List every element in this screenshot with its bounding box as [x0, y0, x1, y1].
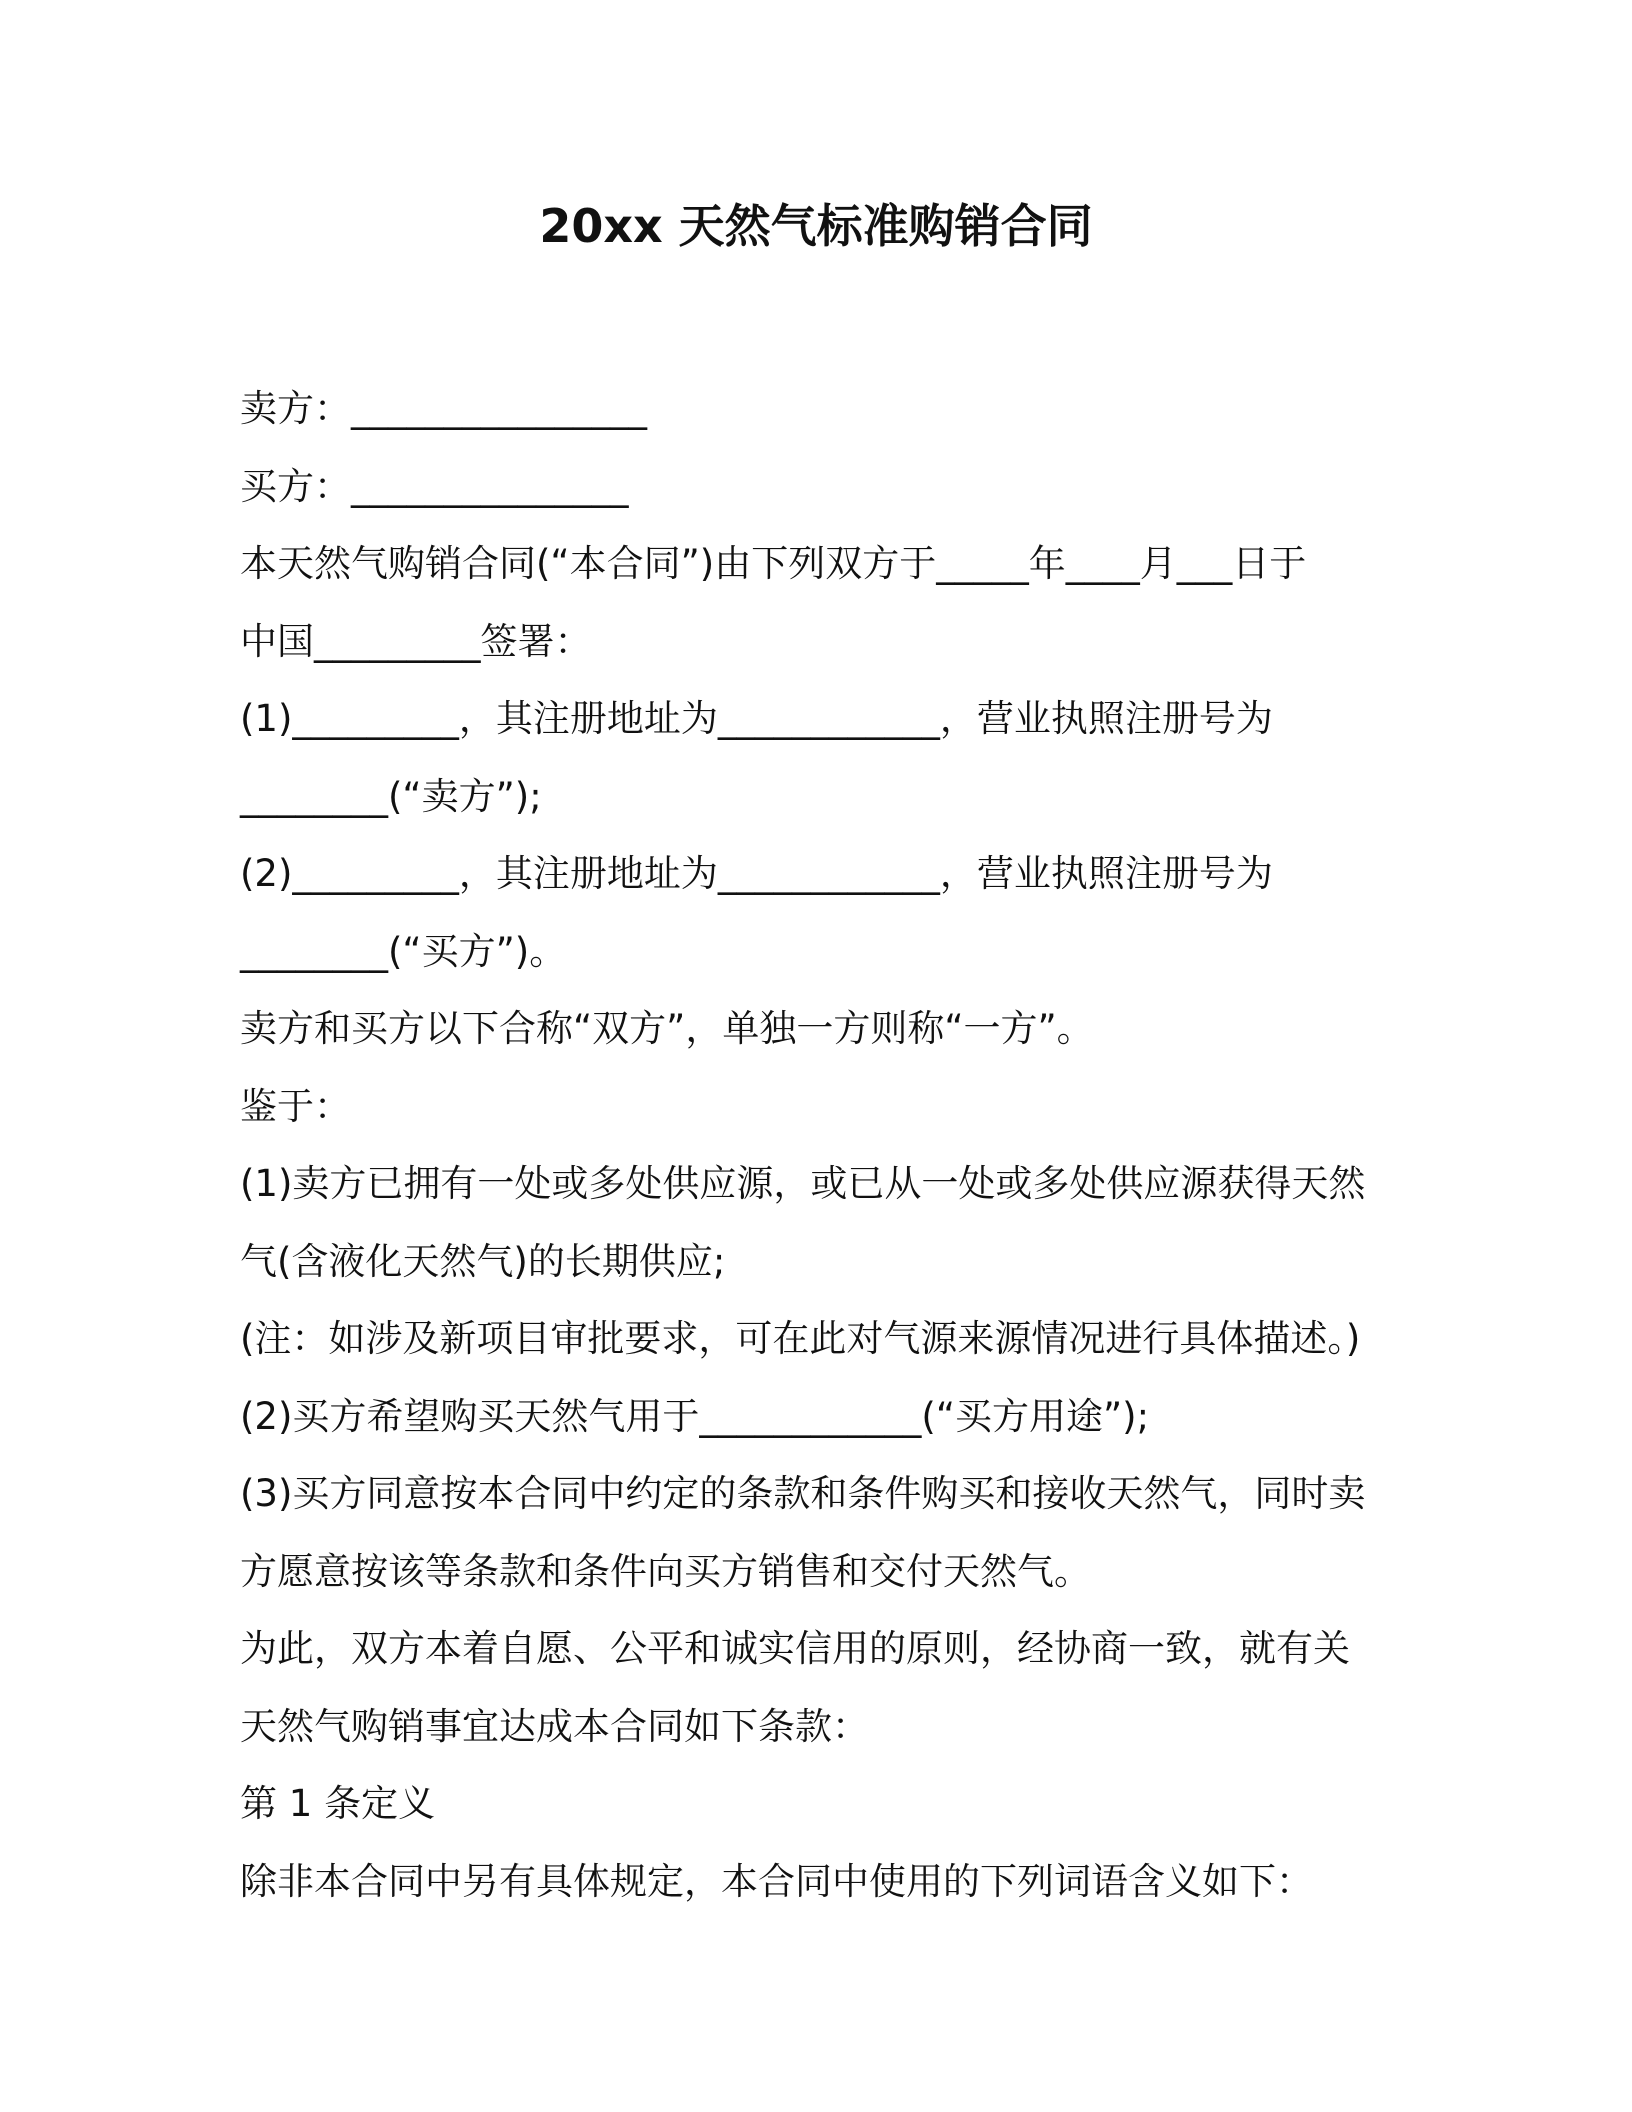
buyer-line: 买方：_______________	[240, 464, 629, 508]
whereas-2-line: (2)买方希望购买天然气用于____________(“买方用途”);	[240, 1394, 1150, 1438]
whereas-1-line-1: (1)卖方已拥有一处或多处供应源，或已从一处或多处供应源获得天然	[240, 1162, 1366, 1205]
party-2-line-2: ________(“买方”)。	[240, 929, 567, 973]
party-2-line-1: (2)_________，其注册地址为____________，营业执照注册号为	[240, 852, 1273, 895]
seller-line: 卖方：________________	[240, 387, 647, 430]
note-line: (注：如涉及新项目审批要求，可在此对气源来源情况进行具体描述。)	[240, 1317, 1361, 1360]
agreement-line-2: 天然气购销事宜达成本合同如下条款：	[240, 1704, 869, 1748]
document-title: 20xx 天然气标准购销合同	[539, 199, 1093, 253]
party-1-line-2: ________(“卖方”);	[240, 774, 542, 818]
article-1-heading: 第 1 条定义	[240, 1782, 436, 1825]
whereas-1-line-2: 气(含液化天然气)的长期供应;	[240, 1239, 726, 1283]
party-1-line-1: (1)_________，其注册地址为____________，营业执照注册号为	[240, 697, 1273, 740]
whereas-heading: 鉴于：	[240, 1084, 351, 1128]
parties-definition-line: 卖方和买方以下合称“双方”，单独一方则称“一方”。	[240, 1007, 1094, 1050]
whereas-3-line-1: (3)买方同意按本合同中约定的条款和条件购买和接收天然气，同时卖	[240, 1472, 1366, 1515]
whereas-3-line-2: 方愿意按该等条款和条件向买方销售和交付天然气。	[240, 1549, 1091, 1593]
definitions-intro-line: 除非本合同中另有具体规定，本合同中使用的下列词语含义如下：	[240, 1859, 1313, 1903]
contract-intro-line-1: 本天然气购销合同(“本合同”)由下列双方于_____年____月___日于	[240, 542, 1307, 585]
document-body	[240, 370, 1420, 1920]
agreement-line-1: 为此，双方本着自愿、公平和诚实信用的原则，经协商一致，就有关	[240, 1627, 1350, 1670]
contract-intro-line-2: 中国_________签署：	[240, 619, 592, 663]
